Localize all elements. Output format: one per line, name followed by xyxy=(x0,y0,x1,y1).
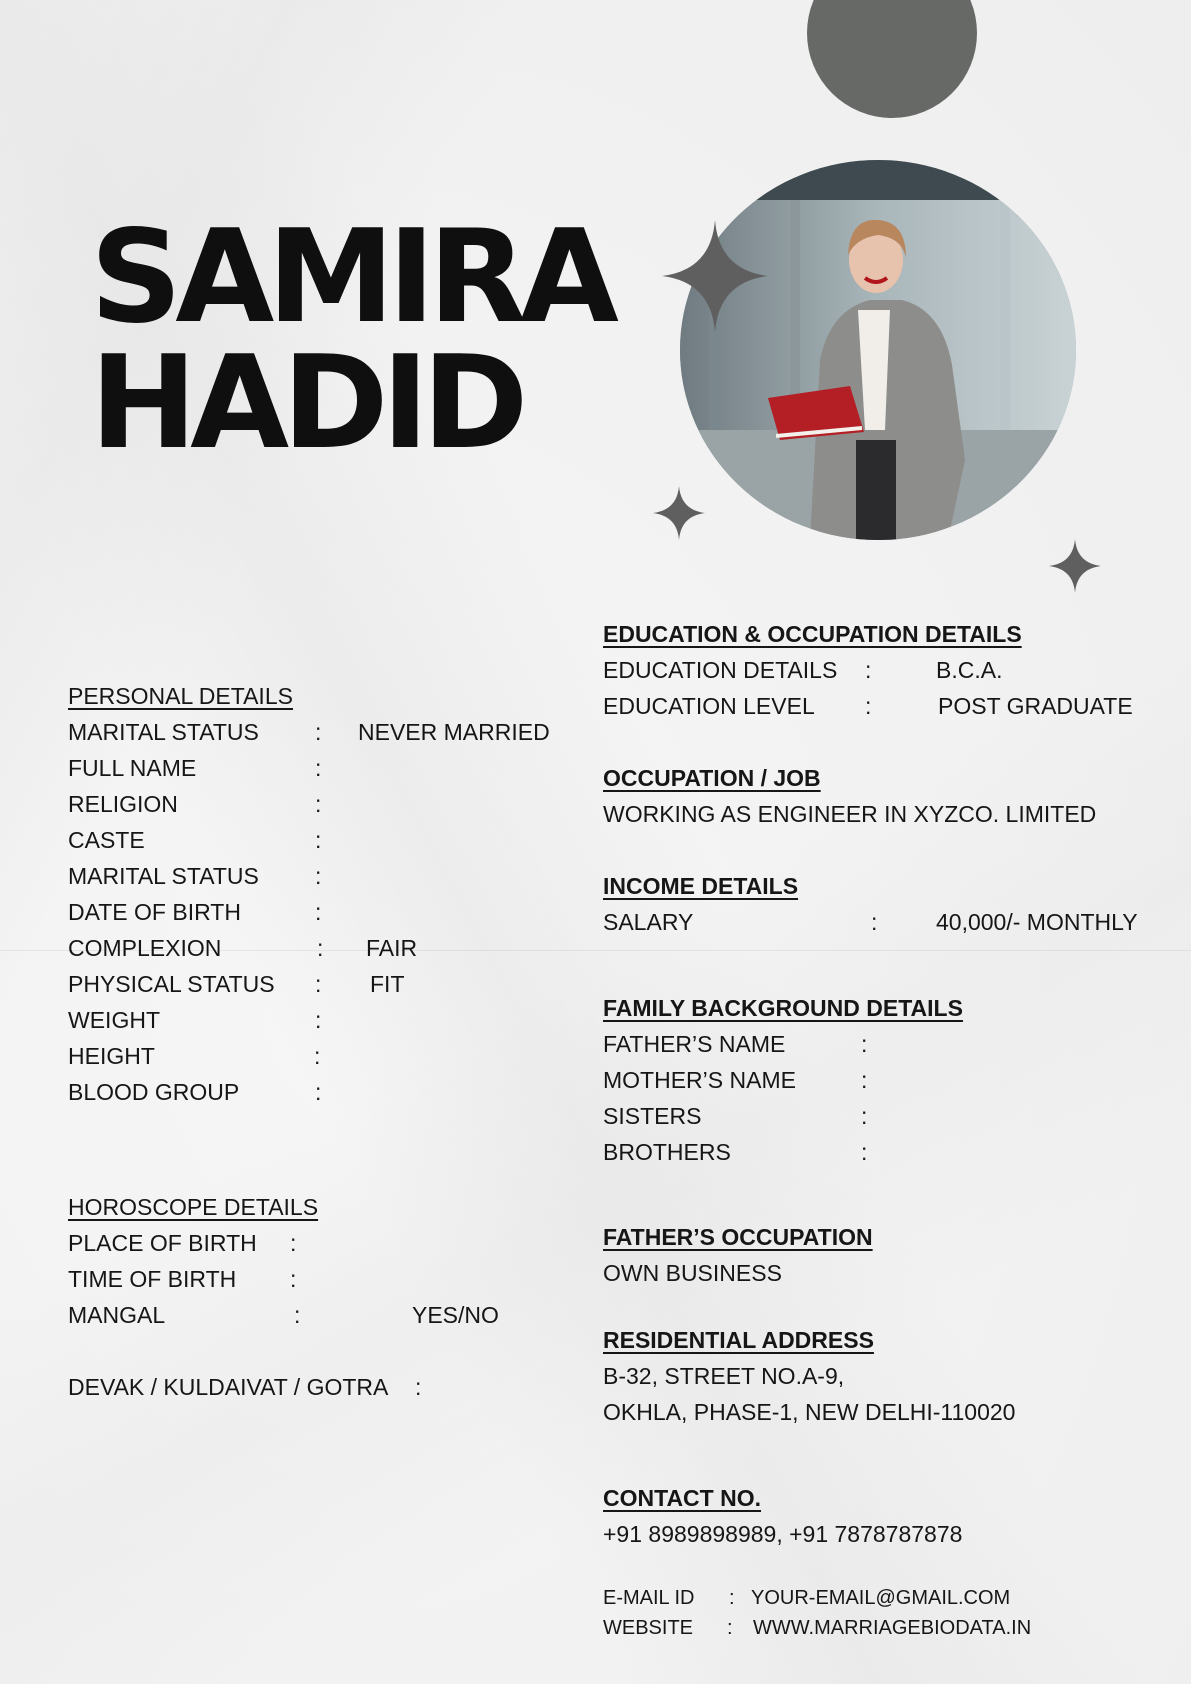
row-label: FATHER’S NAME xyxy=(603,1031,786,1057)
gotra-row xyxy=(68,1369,588,1405)
row-colon: : xyxy=(861,1139,868,1165)
salary-value: 40,000/- MONTHLY xyxy=(936,909,1138,935)
father-occupation-heading: FATHER’S OCCUPATION xyxy=(603,1224,873,1250)
income-section xyxy=(603,868,1163,940)
sparkle-star-icon xyxy=(662,220,768,332)
row-colon: : xyxy=(315,755,322,781)
father-occupation-text: OWN BUSINESS xyxy=(603,1260,782,1286)
row-value: FIT xyxy=(370,971,405,997)
horoscope-details-section xyxy=(68,1189,588,1405)
row-colon: : xyxy=(861,1067,868,1093)
salary-label: SALARY xyxy=(603,909,694,935)
detail-row xyxy=(68,966,588,1002)
detail-row xyxy=(68,1038,588,1074)
email-colon: : xyxy=(729,1587,735,1609)
row-colon: : xyxy=(865,657,872,683)
detail-row xyxy=(603,688,1163,724)
row-label: HEIGHT xyxy=(68,1043,155,1069)
detail-row xyxy=(68,822,588,858)
detail-row xyxy=(68,1002,588,1038)
row-colon: : xyxy=(315,863,322,889)
row-colon: : xyxy=(315,971,322,997)
detail-row xyxy=(603,1026,1163,1062)
row-colon: : xyxy=(315,1079,322,1105)
row-label: PLACE OF BIRTH xyxy=(68,1230,257,1256)
row-colon: : xyxy=(314,1043,321,1069)
detail-row xyxy=(603,652,1163,688)
gotra-colon: : xyxy=(415,1374,422,1400)
row-label: BLOOD GROUP xyxy=(68,1079,240,1105)
income-heading: INCOME DETAILS xyxy=(603,873,799,899)
website-colon: : xyxy=(727,1617,733,1639)
row-colon: : xyxy=(290,1266,297,1292)
row-colon: : xyxy=(315,1007,322,1033)
salary-colon: : xyxy=(871,909,878,935)
detail-row xyxy=(68,750,588,786)
detail-row xyxy=(603,1134,1163,1170)
detail-row xyxy=(68,1074,588,1110)
row-label: MARITAL STATUS xyxy=(68,863,259,889)
row-colon: : xyxy=(315,791,322,817)
detail-row xyxy=(68,1297,588,1333)
detail-row xyxy=(603,1098,1163,1134)
decorative-circle xyxy=(807,0,977,118)
profile-photo xyxy=(680,160,1076,540)
row-colon: : xyxy=(315,899,322,925)
row-label: RELIGION xyxy=(68,791,178,817)
row-colon: : xyxy=(861,1103,868,1129)
horoscope-details-heading: HOROSCOPE DETAILS xyxy=(68,1194,319,1220)
email-value[interactable]: YOUR-EMAIL@GMAIL.COM xyxy=(751,1587,1011,1609)
detail-row xyxy=(68,1225,588,1261)
email-label: E-MAIL ID xyxy=(603,1587,695,1609)
detail-row xyxy=(68,714,588,750)
contact-heading: CONTACT NO. xyxy=(603,1485,762,1511)
last-name: HADID xyxy=(90,329,522,478)
detail-row xyxy=(68,858,588,894)
row-label: SISTERS xyxy=(603,1103,702,1129)
row-colon: : xyxy=(315,827,322,853)
address-section xyxy=(603,1322,1163,1430)
row-label: DATE OF BIRTH xyxy=(68,899,241,925)
family-heading: FAMILY BACKGROUND DETAILS xyxy=(603,995,963,1021)
row-value: YES/NO xyxy=(412,1302,499,1328)
candidate-name xyxy=(90,203,612,478)
detail-row xyxy=(603,1062,1163,1098)
contact-section xyxy=(603,1480,1163,1552)
website-value[interactable]: WWW.MARRIAGEBIODATA.IN xyxy=(753,1617,1032,1639)
row-colon: : xyxy=(861,1031,868,1057)
father-occupation-section xyxy=(603,1219,1163,1291)
first-name: SAMIRA xyxy=(90,203,612,352)
website-row xyxy=(603,1613,1163,1643)
sparkle-star-icon xyxy=(653,486,705,540)
detail-row xyxy=(603,904,1163,940)
row-label: EDUCATION LEVEL xyxy=(603,693,815,719)
row-label: WEIGHT xyxy=(68,1007,160,1033)
personal-details-heading: PERSONAL DETAILS xyxy=(68,683,293,709)
email-row xyxy=(603,1583,1163,1613)
row-value: B.C.A. xyxy=(936,657,1003,683)
occupation-text: WORKING AS ENGINEER IN XYZCO. LIMITED xyxy=(603,801,1097,827)
row-label: COMPLEXION xyxy=(68,935,222,961)
detail-row xyxy=(68,786,588,822)
row-label: MANGAL xyxy=(68,1302,166,1328)
row-label: PHYSICAL STATUS xyxy=(68,971,275,997)
row-colon: : xyxy=(317,935,324,961)
row-label: MOTHER’S NAME xyxy=(603,1067,796,1093)
online-contact-section xyxy=(603,1583,1163,1643)
address-heading: RESIDENTIAL ADDRESS xyxy=(603,1327,874,1353)
row-colon: : xyxy=(315,719,322,745)
detail-row xyxy=(68,894,588,930)
row-value: NEVER MARRIED xyxy=(358,719,550,745)
education-section xyxy=(603,616,1163,724)
row-label: FULL NAME xyxy=(68,755,197,781)
row-label: TIME OF BIRTH xyxy=(68,1266,237,1292)
row-label: BROTHERS xyxy=(603,1139,731,1165)
row-label: CASTE xyxy=(68,827,145,853)
address-line-1: B-32, STREET NO.A-9, xyxy=(603,1363,845,1389)
education-heading: EDUCATION & OCCUPATION DETAILS xyxy=(603,621,1022,647)
address-line-2: OKHLA, PHASE-1, NEW DELHI-110020 xyxy=(603,1399,1016,1425)
row-colon: : xyxy=(865,693,872,719)
row-value: POST GRADUATE xyxy=(938,693,1133,719)
row-value: FAIR xyxy=(366,935,418,961)
row-colon: : xyxy=(294,1302,301,1328)
family-section xyxy=(603,990,1163,1170)
row-label: EDUCATION DETAILS xyxy=(603,657,838,683)
occupation-heading: OCCUPATION / JOB xyxy=(603,765,821,791)
gotra-label: DEVAK / KULDAIVAT / GOTRA xyxy=(68,1374,389,1400)
website-label: WEBSITE xyxy=(603,1617,694,1639)
personal-details-section xyxy=(68,678,588,1110)
sparkle-star-icon xyxy=(1049,539,1101,593)
detail-row xyxy=(68,930,588,966)
contact-phones: +91 8989898989, +91 7878787878 xyxy=(603,1521,963,1547)
occupation-section xyxy=(603,760,1163,832)
row-label: MARITAL STATUS xyxy=(68,719,259,745)
detail-row xyxy=(68,1261,588,1297)
row-colon: : xyxy=(290,1230,297,1256)
